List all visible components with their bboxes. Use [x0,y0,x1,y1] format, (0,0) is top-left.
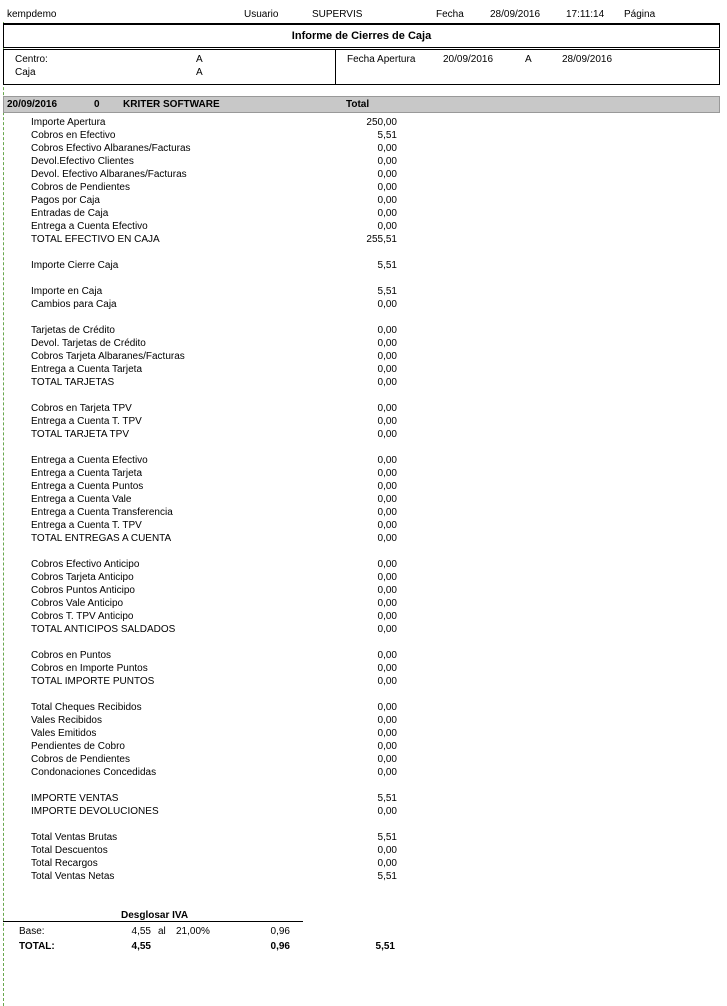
iva-base-value: 4,55 [131,926,151,937]
row-label: Cobros en Efectivo [31,130,116,141]
row-value: 0,00 [377,143,397,154]
row-value: 0,00 [377,598,397,609]
row-value: 0,00 [377,663,397,674]
report-row [31,455,397,468]
row-value: 0,00 [377,364,397,375]
report-row [31,767,397,780]
row-label: Importe en Caja [31,286,103,297]
report-row [31,663,397,676]
row-label: Cobros Efectivo Albaranes/Facturas [31,143,191,154]
row-label: Cambios para Caja [31,299,117,310]
report-row [31,221,397,234]
report-row [31,299,397,312]
row-label: Cobros de Pendientes [31,182,130,193]
row-label: TOTAL TARJETA TPV [31,429,129,440]
section-date: 20/09/2016 [7,99,58,110]
user-login: kempdemo [7,9,57,20]
fecha-apertura-label: Fecha Apertura [347,54,416,65]
report-row [31,481,397,494]
row-label: Vales Recibidos [31,715,102,726]
report-row [31,715,397,728]
report-row [31,702,397,715]
report-row [31,559,397,572]
report-row [31,169,397,182]
caja-value: A [196,67,203,78]
row-label: Importe Apertura [31,117,106,128]
report-row [31,611,397,624]
iva-rate: 21,00% [176,926,210,937]
row-value: 0,00 [377,676,397,687]
row-value: 255,51 [366,234,397,245]
row-value: 0,00 [377,754,397,765]
row-value: 0,00 [377,702,397,713]
iva-divider [3,921,303,922]
row-label: TOTAL ENTREGAS A CUENTA [31,533,172,544]
hora-value: 17:11:14 [566,9,605,20]
row-value: 0,00 [377,195,397,206]
row-label: IMPORTE DEVOLUCIONES [31,806,159,817]
report-row [31,585,397,598]
row-label: Total Descuentos [31,845,108,856]
report-row [31,494,397,507]
caja-label: Caja [15,67,36,78]
row-label: Cobros en Tarjeta TPV [31,403,132,414]
row-value: 5,51 [377,286,397,297]
iva-total-cuota: 0,96 [270,941,290,952]
row-value: 0,00 [377,182,397,193]
report-row [31,676,397,689]
row-label: Devol. Efectivo Albaranes/Facturas [31,169,187,180]
fecha-label: Fecha [436,9,464,20]
row-value: 0,00 [377,507,397,518]
report-row [31,403,397,416]
iva-cuota: 0,96 [270,926,290,937]
row-value: 0,00 [377,585,397,596]
report-row [31,793,397,806]
report-title: Informe de Cierres de Caja [291,30,432,42]
row-label: Entrega a Cuenta Tarjeta [31,468,143,479]
row-value: 0,00 [377,169,397,180]
row-label: TOTAL TARJETAS [31,377,115,388]
report-row [31,533,397,546]
row-label: Pendientes de Cobro [31,741,125,752]
row-value: 250,00 [366,117,397,128]
iva-total-label: TOTAL: [19,941,55,952]
row-label: Total Ventas Netas [31,871,115,882]
report-row [31,195,397,208]
filters-divider [335,50,336,84]
report-row [31,364,397,377]
iva-grand-total: 5,51 [375,941,395,952]
row-label: Cobros en Puntos [31,650,112,661]
row-label: Entrega a Cuenta Vale [31,494,132,505]
report-row [31,416,397,429]
row-label: IMPORTE VENTAS [31,793,119,804]
section-total-label: Total [346,99,370,110]
report-row [31,325,397,338]
row-label: Entrega a Cuenta Puntos [31,481,144,492]
centro-label: Centro: [15,54,48,65]
iva-base-label: Base: [19,926,45,937]
row-label: Cobros de Pendientes [31,754,130,765]
row-value: 0,00 [377,858,397,869]
page-margin-guide [3,22,4,1006]
report-row [31,572,397,585]
row-value: 0,00 [377,403,397,414]
row-label: Entrega a Cuenta Transferencia [31,507,173,518]
report-row [31,832,397,845]
report-row [31,754,397,767]
row-value: 0,00 [377,728,397,739]
report-row [31,143,397,156]
row-value: 0,00 [377,156,397,167]
row-label: Entradas de Caja [31,208,109,219]
report-row [31,598,397,611]
iva-title: Desglosar IVA [121,910,189,921]
row-value: 0,00 [377,650,397,661]
report-row [31,117,397,130]
report-row [31,650,397,663]
report-row [31,468,397,481]
row-value: 0,00 [377,481,397,492]
fecha-desde: 20/09/2016 [443,54,494,65]
report-title-box [3,24,720,48]
row-label: Cobros Tarjeta Albaranes/Facturas [31,351,185,362]
centro-value: A [196,54,203,65]
row-label: Importe Cierre Caja [31,260,119,271]
row-value: 0,00 [377,559,397,570]
report-row [31,845,397,858]
row-label: Total Cheques Recibidos [31,702,142,713]
row-label: Vales Emitidos [31,728,97,739]
section-code: 0 [94,99,100,110]
row-label: Total Recargos [31,858,98,869]
report-row [31,624,397,637]
report-row [31,377,397,390]
report-row [31,208,397,221]
row-value: 0,00 [377,624,397,635]
report-row [31,520,397,533]
report-row [31,286,397,299]
report-row [31,260,397,273]
row-label: TOTAL ANTICIPOS SALDADOS [31,624,176,635]
row-value: 0,00 [377,325,397,336]
report-row [31,182,397,195]
filters-box [3,49,720,85]
row-label: TOTAL EFECTIVO EN CAJA [31,234,160,245]
row-label: Entrega a Cuenta T. TPV [31,416,142,427]
row-value: 0,00 [377,845,397,856]
a-label: A [525,54,532,65]
row-value: 0,00 [377,767,397,778]
row-label: Cobros en Importe Puntos [31,663,148,674]
row-label: Devol.Efectivo Clientes [31,156,134,167]
report-row [31,351,397,364]
row-label: Entrega a Cuenta Tarjeta [31,364,143,375]
row-label: Entrega a Cuenta Efectivo [31,221,148,232]
row-label: Cobros Efectivo Anticipo [31,559,140,570]
row-value: 0,00 [377,806,397,817]
section-band [3,96,720,113]
report-row [31,507,397,520]
row-value: 0,00 [377,715,397,726]
row-value: 0,00 [377,520,397,531]
report-header [3,4,720,24]
row-value: 0,00 [377,416,397,427]
row-value: 0,00 [377,455,397,466]
row-value: 0,00 [377,338,397,349]
usuario-label: Usuario [244,9,279,20]
row-value: 0,00 [377,208,397,219]
report-row [31,130,397,143]
row-value: 5,51 [377,260,397,271]
row-label: Pagos por Caja [31,195,100,206]
pagina-label: Página [624,9,656,20]
section-company: KRITER SOFTWARE [123,99,220,110]
report-row [31,858,397,871]
row-label: Tarjetas de Crédito [31,325,115,336]
report-row [31,741,397,754]
row-value: 0,00 [377,221,397,232]
row-value: 0,00 [377,533,397,544]
row-value: 0,00 [377,299,397,310]
usuario-value: SUPERVIS [312,9,363,20]
row-label: Total Ventas Brutas [31,832,118,843]
report-row [31,806,397,819]
iva-al-label: al [158,926,166,937]
iva-total-base: 4,55 [131,941,151,952]
report-row [31,429,397,442]
row-label: TOTAL IMPORTE PUNTOS [31,676,155,687]
row-value: 0,00 [377,468,397,479]
row-label: Entrega a Cuenta T. TPV [31,520,142,531]
row-value: 5,51 [377,130,397,141]
report-row [31,338,397,351]
row-label: Cobros T. TPV Anticipo [31,611,134,622]
fecha-value: 28/09/2016 [490,9,541,20]
row-label: Cobros Tarjeta Anticipo [31,572,134,583]
report-row [31,156,397,169]
row-value: 0,00 [377,494,397,505]
row-label: Devol. Tarjetas de Crédito [31,338,146,349]
row-label: Cobros Puntos Anticipo [31,585,135,596]
row-value: 5,51 [377,793,397,804]
row-value: 5,51 [377,832,397,843]
row-value: 0,00 [377,741,397,752]
fecha-hasta: 28/09/2016 [562,54,613,65]
row-value: 5,51 [377,871,397,882]
report-row [31,234,397,247]
row-value: 0,00 [377,611,397,622]
report-row [31,728,397,741]
row-value: 0,00 [377,377,397,388]
row-label: Condonaciones Concedidas [31,767,157,778]
row-value: 0,00 [377,429,397,440]
row-value: 0,00 [377,351,397,362]
report-row [31,871,397,884]
row-label: Cobros Vale Anticipo [31,598,124,609]
row-label: Entrega a Cuenta Efectivo [31,455,148,466]
row-value: 0,00 [377,572,397,583]
